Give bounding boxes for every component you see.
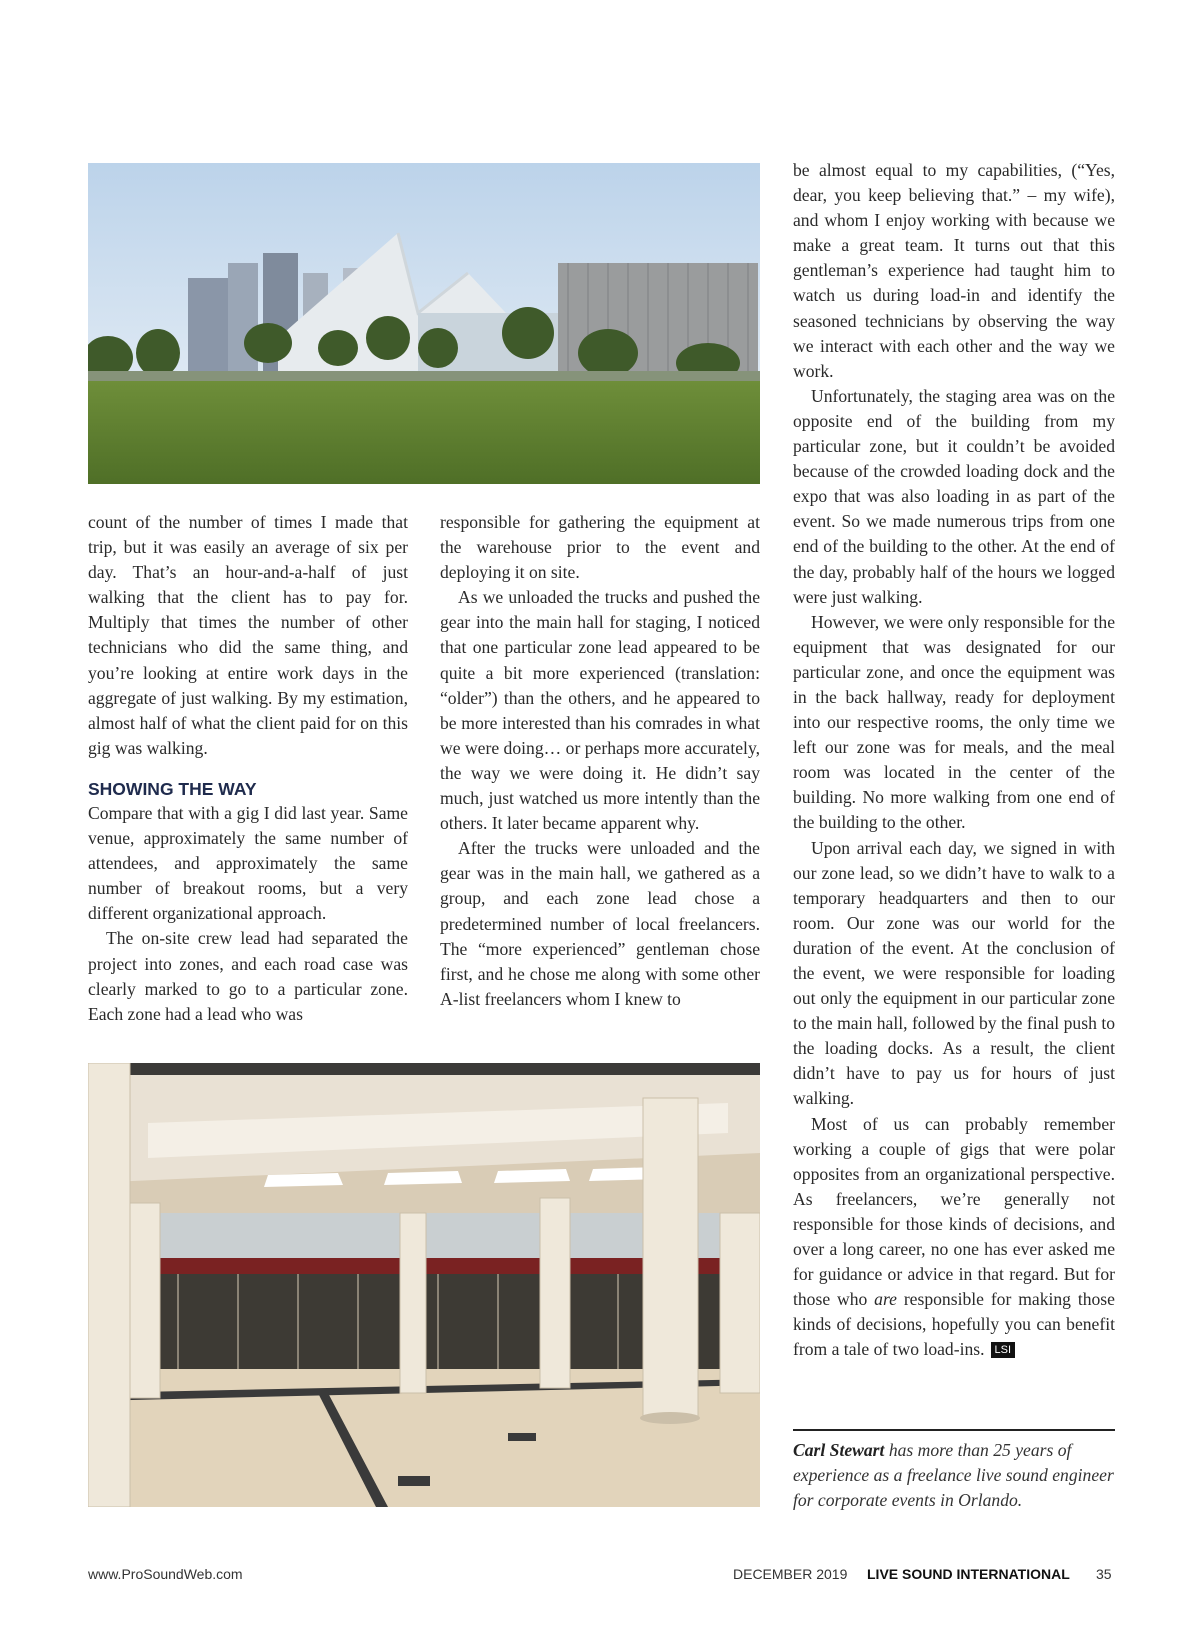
article-column-2	[440, 510, 760, 1012]
paragraph: Unfortunately, the staging area was on the opposite end of the building from my particular zone, but it couldn’t be avoided because of the crowded loading dock and the expo that was also loading in as part of the event. So we made numerous trips from one end of the building to the other. At the end of the day, probably half of the hours we logged were just walking.	[793, 385, 1115, 607]
paragraph: be almost equal to my capabilities, (“Yes, dear, you keep believing that.” – my wife), and whom I enjoy working with because we make a great team. It turns out that this gentleman’s experience had taught him to watch us during load-in and identify the seasoned technicians by observing the way we interact with each other and the way we work.	[793, 160, 1115, 381]
paragraph: Compare that with a gig I did last year. Same venue, approximately the same number of attendees, and approximately the same number of breakout rooms, but a very different organizational approach.	[88, 802, 408, 924]
footer-magazine-title: LIVE SOUND INTERNATIONAL	[867, 1566, 1070, 1582]
author-name: Carl Stewart	[793, 1440, 885, 1460]
author-bio-text: has more than 25 years of experience as a freelance live sound engineer for corporate events in Orlando.	[793, 1440, 1114, 1511]
paragraph: After the trucks were unloaded and the gear was in the main hall, we gathered as a group, and each zone lead chose a predetermined number of local freelancers. The “more experienced” gentleman chose first, and he chose me along with some other A-list freelancers whom I knew to	[440, 838, 760, 1009]
page-number: 35	[1096, 1566, 1112, 1582]
article-column-3	[793, 158, 1115, 1363]
paragraph: As we unloaded the trucks and pushed the gear into the main hall for staging, I noticed that one particular zone lead appeared to be quite a bit more experienced (translation: “older”) than the others, and he appeared to be more interested than his comrades in what we were doing… or perhaps more accurately, the way we were doing it. He didn’t say much, just watched us more intently than the others. It later became apparent why.	[440, 587, 760, 834]
paragraph-final: Most of us can probably remember working a couple of gigs that were polar opposites from an organizational perspective. As freelancers, we’re generally not responsible for those kinds of decisions, and over a long career, no one has ever asked me for guidance or advice in that regard. But for those who are responsible for making those kinds of decisions, hopefully you can benefit from a tale of two load-ins. LSI	[793, 1113, 1115, 1360]
convention-center-exterior-photo	[88, 163, 760, 484]
article-column-1	[88, 510, 408, 1027]
footer-issue-date: DECEMBER 2019	[733, 1566, 848, 1582]
paragraph: The on-site crew lead had separated the project into zones, and each road case was clearly marked to go to a particular zone. Each zone had a lead who was	[88, 928, 408, 1024]
emphasis: are	[874, 1289, 897, 1310]
footer-website[interactable]: www.ProSoundWeb.com	[88, 1566, 243, 1582]
paragraph: responsible for gathering the equipment at the warehouse prior to the event and deploying it on site.	[440, 512, 760, 583]
convention-center-entrance-photo	[88, 1063, 760, 1507]
bio-divider	[793, 1429, 1115, 1431]
author-bio	[793, 1438, 1115, 1513]
paragraph: count of the number of times I made that trip, but it was easily an average of six per day. That’s an hour-and-a-half of just walking that the client has to pay for. Multiply that times the number of other technicians who did the same thing, and you’re looking at entire work days in the aggregate of just walking. By my estimation, almost half of what the client paid for on this gig was walking.	[88, 512, 408, 758]
section-heading: SHOWING THE WAY	[88, 778, 257, 799]
paragraph: Upon arrival each day, we signed in with our zone lead, so we didn’t have to walk to a temporary headquarters and then to our room. Our zone was our world for the duration of the event. At the conclusion of the event, we were responsible for loading out only the equipment in our particular zone to the main hall, followed by the final push to the loading docks. As a result, the client didn’t have to pay us for hours of just walking.	[793, 837, 1115, 1109]
paragraph: However, we were only responsible for the equipment that was designated for our particular zone, and once the equipment was in the back hallway, ready for deployment into our respective rooms, the only time we left our zone was for meals, and the meal room was located in the center of the building. No more walking from one end of the building to the other.	[793, 611, 1115, 833]
end-mark-badge: LSI	[991, 1342, 1016, 1358]
